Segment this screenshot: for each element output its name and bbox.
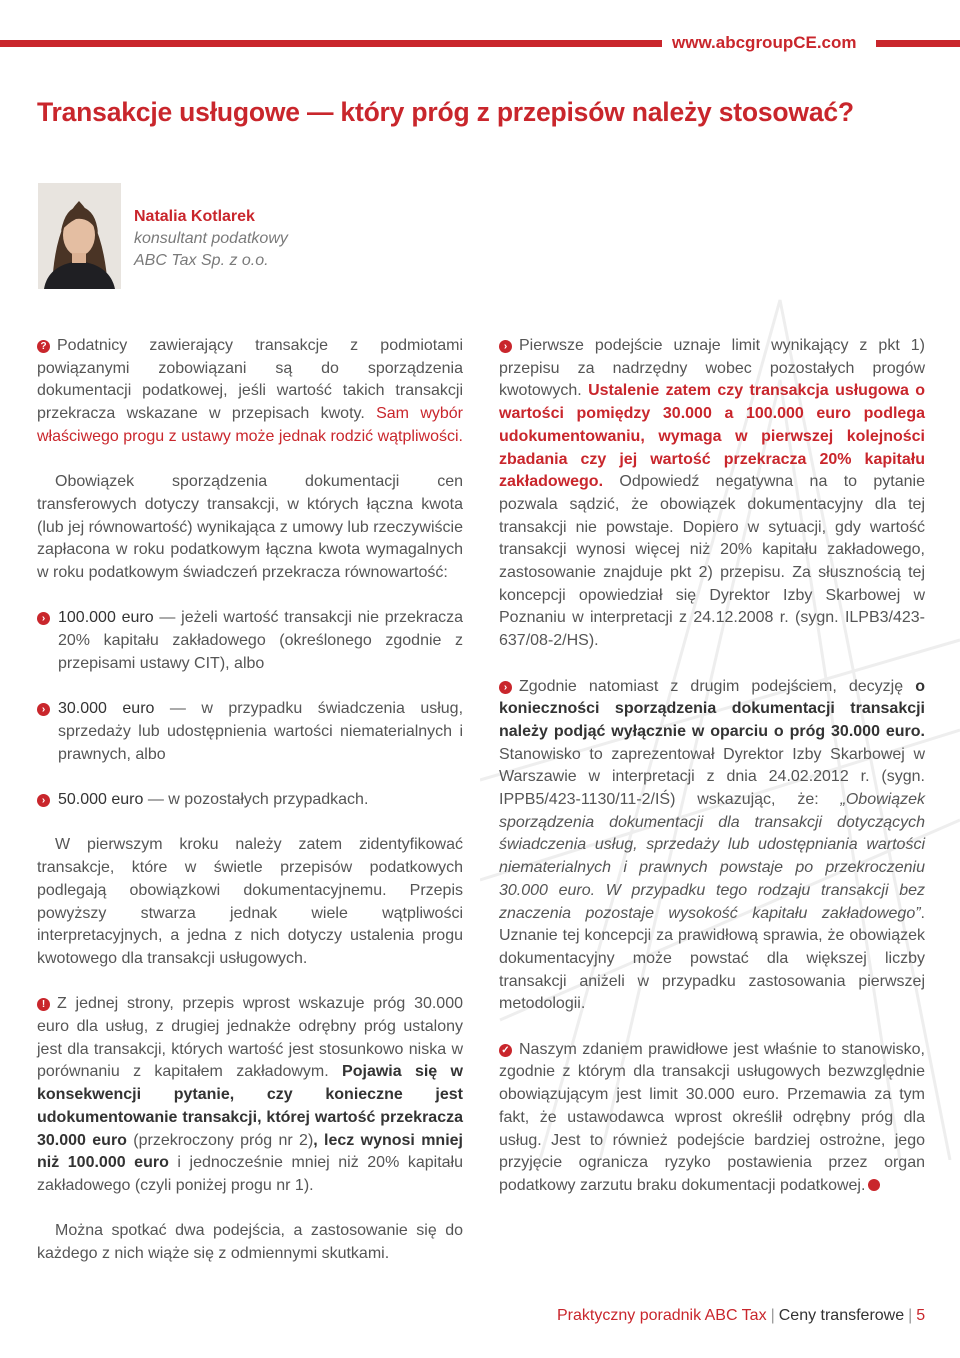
chevron-right-icon: › bbox=[499, 681, 512, 694]
chevron-right-icon: › bbox=[499, 340, 512, 353]
warning-note: (przekroczony próg nr 2) bbox=[126, 1131, 314, 1149]
warning-paragraph bbox=[37, 993, 463, 1197]
check-icon: ✓ bbox=[499, 1044, 512, 1057]
end-dot-icon bbox=[868, 1179, 880, 1191]
footer-guide: Praktyczny poradnik ABC Tax bbox=[557, 1307, 767, 1324]
right-column bbox=[499, 335, 925, 1198]
second-approach-text: Zgodnie natomiast z drugim podejściem, decyzję bbox=[519, 677, 916, 695]
site-url-link[interactable]: www.abcgroupCE.com bbox=[672, 33, 857, 52]
first-step-paragraph: W pierwszym kroku należy zatem zidentyfikować transakcje, które w świetle przepisów podatkowych podlegają obowiązkowi dokumentacyjnemu. Przepis powyższy stwarza jednak wiele wątpliwości interpretacyjnych, a jedna z nich dotyczy ustalenia progu kwotowego dla transakcji usługowych. bbox=[37, 836, 463, 967]
first-approach-text: Pierwsze podejście uznaje limit wynikający z pkt 1) przepisu za nadrzędny wobec pozostałych progów kwotowych. bbox=[499, 337, 925, 400]
threshold-text: — jeżeli wartość transakcji nie przekracza 20% kapitału zakładowego (określonego zgodnie z przepisami ustawy CIT), albo bbox=[58, 609, 464, 672]
second-approach-end: . Uznanie tej koncepcji za prawidłową sprawia, że obowiązek dokumentacyjny może powstać dla większej liczby transakcji aniżeli w przypadku zastosowania pierwszej metodologii. bbox=[499, 904, 925, 1013]
page-footer bbox=[557, 1307, 925, 1325]
author-name: Natalia Kotlarek bbox=[134, 208, 255, 225]
threshold-amount: 100.000 euro bbox=[58, 609, 154, 627]
threshold-text: — w przypadku świadczenia usług, sprzedaży lub udostępnienia wartości niematerialnych i prawnych, albo bbox=[58, 700, 464, 763]
first-approach-paragraph bbox=[499, 335, 925, 653]
threshold-amount: 30.000 euro bbox=[58, 700, 155, 718]
threshold-item-1 bbox=[37, 607, 463, 675]
second-approach-paragraph bbox=[499, 676, 925, 1017]
obligation-paragraph: Obowiązek sporządzenia dokumentacji cen transferowych dotyczy transakcji, w których łączna kwota (lub jej równowartość) wynikająca z umowy lub rzeczywiście zapłacona w roku podatkowym łączna kwota wymagalnych w roku podatkowym świadczeń przekracza równowartość: bbox=[37, 473, 463, 582]
first-approach-highlight: Ustalenie zatem czy transakcja usługowa o wartości pomiędzy 30.000 a 100.000 euro podlega udokumentowaniu, wymaga w pierwszej kolejności zbadania czy jej wartość przekracza 20% kapitału zakładowego. bbox=[499, 382, 925, 491]
question-icon: ? bbox=[37, 340, 50, 353]
author-photo bbox=[38, 183, 121, 289]
second-approach-rest: Stanowisko to zaprezentował Dyrektor Izby Skarbowej w Warszawie w interpretacji z dnia 24.02.2012 r. (sygn. IPPB5/423-1130/11-2/IŚ) wskazując, że: bbox=[499, 745, 925, 809]
author-info bbox=[134, 206, 288, 272]
conclusion-paragraph bbox=[499, 1039, 925, 1198]
second-approach-highlight: o konieczności sporządzenia dokumentacji transakcji należy podjąć wyłącznie w oparciu o próg 30.000 euro. bbox=[499, 677, 925, 740]
author-company: ABC Tax Sp. z o.o. bbox=[134, 252, 269, 269]
warning-question: Pojawia się w konsekwencji pytanie, czy konieczne jest udokumentowanie transakcji, której wartość przekracza 30.000 euro bbox=[37, 1063, 463, 1149]
threshold-amount: 50.000 euro bbox=[58, 791, 144, 808]
first-approach-rest: Odpowiedź negatywna na to pytanie pozwala sądzić, że obowiązek dokumentacyjny dla tej transakcji nie powstaje. Dopiero w sytuacji, gdy wartość transakcji wynosi więcej niż 20% kapitału zakładowego, zastosowanie znajduje pkt 2) przepisu. Za słusznością tej koncepcji opowiedział się Dyrektor Izby Skarbowej w Poznaniu w interpretacji z 24.12.2008 r. (sygn. ILPB3/423-637/08-2/HS). bbox=[499, 473, 925, 650]
exclamation-icon: ! bbox=[37, 998, 50, 1011]
chevron-right-icon: › bbox=[37, 703, 50, 716]
footer-separator: | bbox=[908, 1307, 913, 1324]
page-title: Transakcje usługowe — który próg z przepisów należy stosować? bbox=[37, 97, 854, 127]
header-rule-left bbox=[0, 40, 662, 47]
intro-paragraph bbox=[37, 335, 463, 449]
header-rule-right bbox=[876, 40, 960, 47]
conclusion-text: Naszym zdaniem prawidłowe jest właśnie to stanowisko, zgodnie z którym dla transakcji usługowych bezwzględnie obowiązującym jest limit 30.000 euro. Przemawia za tym fakt, że ustawodawca wprost określił odrębny próg dla usług. Jest to również podejście bardziej ostrożne, jego przyjęcie ogranicza ryzyko postawienia przez organ podatkowy zarzutu braku dokumentacji podatkowej. bbox=[499, 1040, 925, 1194]
left-column bbox=[37, 335, 463, 1266]
intro-text: Podatnicy zawierający transakcje z podmiotami powiązanymi zobowiązani są do sporządzenia dokumentacji podatkowej, jeśli wartość takich transakcji przekracza wskazane w przepisach kwoty. bbox=[37, 337, 463, 423]
footer-separator: | bbox=[770, 1307, 775, 1324]
footer-section: Ceny transferowe bbox=[778, 1307, 905, 1324]
warning-question-end: , lecz wynosi mniej niż 100.000 euro bbox=[37, 1131, 463, 1172]
threshold-item-3 bbox=[37, 789, 463, 812]
warning-text: Z jednej strony, przepis wprost wskazuje próg 30.000 euro dla usług, z drugiej jednakże odrębny próg ustalony jest dla transakcji, których wartość jest stosunkowo niska w porównaniu z kapitałem zakładowym. bbox=[37, 995, 463, 1081]
page-number: 5 bbox=[916, 1307, 926, 1324]
chevron-right-icon: › bbox=[37, 794, 50, 807]
threshold-item-2 bbox=[37, 698, 463, 766]
intro-highlight: Sam wybór właściwego progu z ustawy może jednak rodzić wątpliwości. bbox=[37, 405, 463, 445]
chevron-right-icon: › bbox=[37, 612, 50, 625]
approaches-paragraph: Można spotkać dwa podejścia, a zastosowanie się do każdego z nich wiąże się z odmiennymi skutkami. bbox=[37, 1222, 463, 1263]
second-approach-quote: „Obowiązek sporządzenia dokumentacji dla transakcji dotyczących świadczenia usług, sprzedaży lub udostępniania wartości niematerialnych i prawnych powstaje po przekroczeniu 30.000 euro. W przypadku tego rodzaju transakcji bez znaczenia pozostaje wysokość kapitału zakładowego” bbox=[499, 791, 925, 922]
threshold-text: — w pozostałych przypadkach. bbox=[143, 791, 369, 808]
warning-text-end: i jednocześnie mniej niż 20% kapitału zakładowego (czyli poniżej progu nr 1). bbox=[37, 1154, 463, 1194]
author-role: konsultant podatkowy bbox=[134, 230, 288, 247]
